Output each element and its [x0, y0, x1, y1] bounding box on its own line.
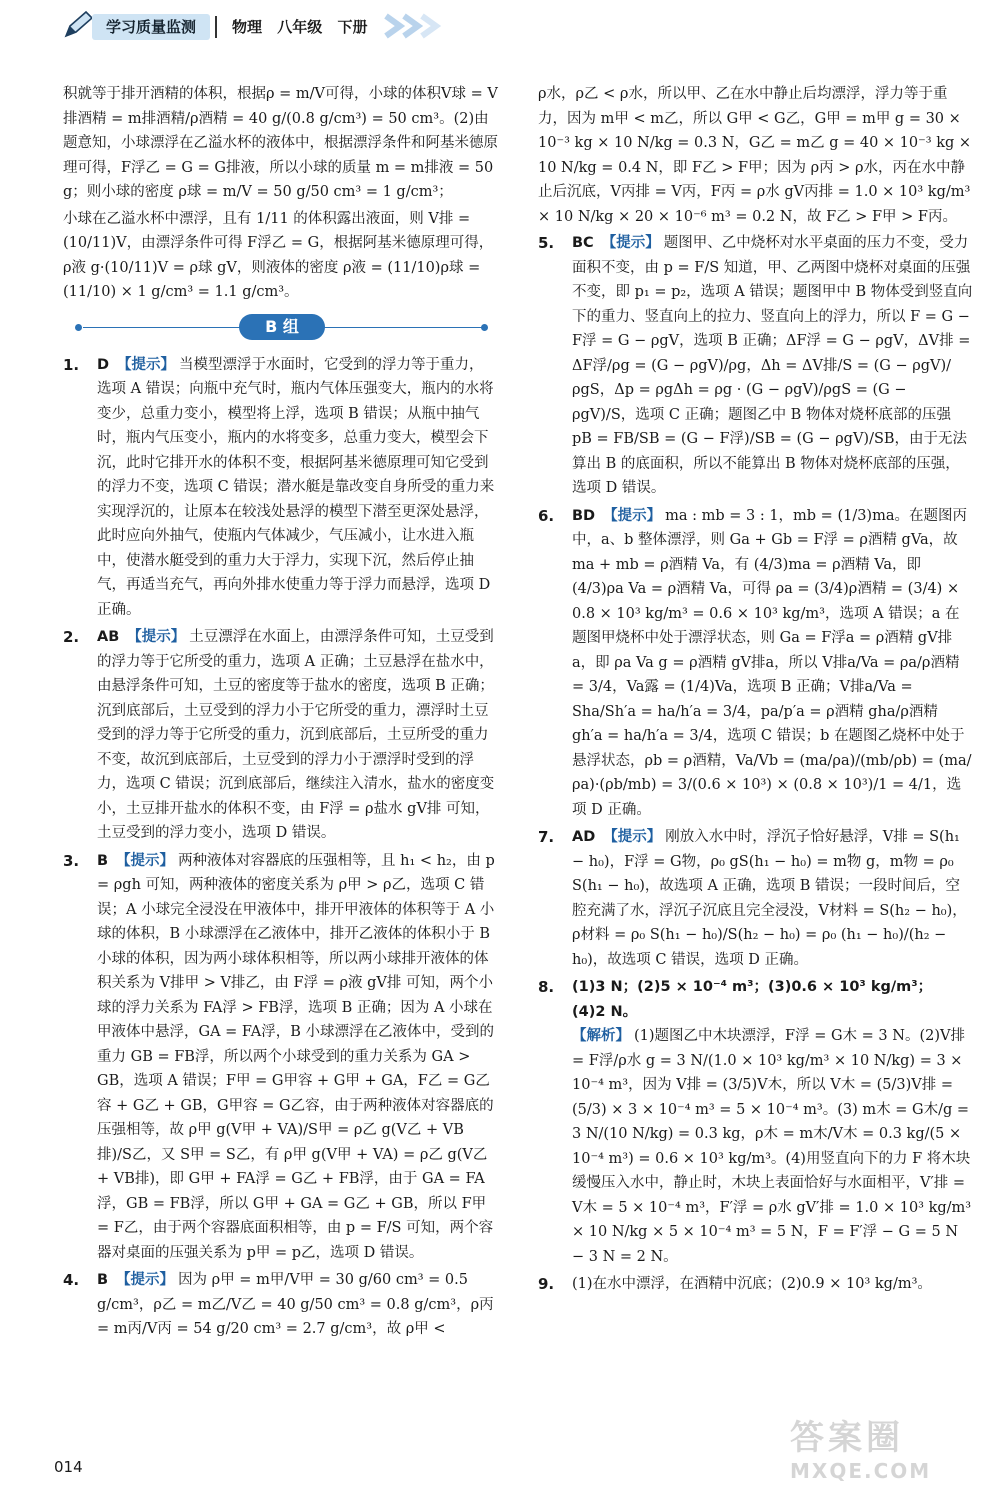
- item-number: 7.: [538, 828, 555, 846]
- item-number: 6.: [538, 506, 555, 525]
- watermark-url: MXQE.COM: [790, 1459, 932, 1483]
- continuation-paragraph: 积就等于排开酒精的体积，根据ρ = m/V可得，小球的体积V球 = V排酒精 = m排酒精/ρ酒精 = 40 g/(0.8 g/cm³) = 50 cm³。(2)由题意知，小球漂浮在乙溢水杯的液体中，根据漂浮条件和阿基米德原理可得，F浮乙 = G = G排液，所以小球的质量 m = m排液 = 50 g；则小球的密度 ρ球 = m/V = 50 g/50 cm³ = 1 g/cm³；: [63, 86, 498, 200]
- item-answer: AD: [572, 829, 596, 845]
- item-explanation: 当模型漂浮于水面时，它受到的浮力等于重力，选项 A 错误；向瓶中充气时，瓶内气体压强变大，瓶内的水将变少，总重力变小，模型将上浮，选项 B 错误；从瓶中抽气时，瓶内气压变小，瓶内的水将变多，总重力变大，模型会下沉，此时它排开水的体积不变，根据阿基米德原理可知它受到的浮力不变，选项 C 错误；潜水艇是靠改变自身所受的重力来实现浮沉的，让原本在较浅处悬浮的模型下潜至更深处悬浮，此时应向外抽气，使瓶内气体减少，气压减小，让水进入瓶中，使潜水艇受到的重力大于浮力，实现下沉，然后停止抽气，再适当充气，再向外排水使重力等于浮力而悬浮，选项 D 正确。: [97, 356, 495, 618]
- item-number: 9.: [538, 1275, 555, 1293]
- answer-item: [63, 625, 498, 846]
- item-explanation: 两种液体对容器底的压强相等，且 h₁ < h₂，由 p = ρgh 可知，两种液体的密度关系为 ρ甲 > ρ乙，选项 C 错误；A 小球完全浸没在甲液体中，排开甲液体的体积等于 A 小球的体积，B 小球漂浮在乙液体中，排开乙液体的体积小于 B 小球的体积，因为两小球体积相等，所以两小球排开液体的体积关系为 V排甲 > V排乙，由 F浮 = ρ液 gV排 可知，两个小球的浮力关系为 FA浮 > FB浮，选项 B 正确；因为 A 小球在甲液体中悬浮，GA = FA浮，B 小球漂浮在乙液体中，受到的重力 GB = FB浮，所以两个小球受到的重力关系为 GA > GB，选项 A 错误；F甲 = G甲容 + G甲 + GA，F乙 = G乙容 + G乙 + GB，G甲容 = G乙容，由于两种液体对容器底的压强相等，故 ρ甲 g(V甲 + VA)/S甲 = ρ乙 g(V乙 + VB排)/S乙，又 S甲 = S乙，有 ρ甲 g(V甲 + VA) = ρ乙 g(V乙 + VB排)，即 G甲 + FA浮 = G乙 + FB浮，由于 GA = FA浮，GB = FB浮，所以 G甲 + GA = G乙 + GB，所以 F甲 = F乙，由于两个容器底面积相等，由 p = F/S 可知，两个容器对桌面的压强关系为 p甲 = p乙，选项 D 错误。: [97, 852, 495, 1261]
- item-number: 8.: [538, 978, 555, 996]
- hint-tag: 【提示】: [603, 506, 662, 524]
- answer-item: [63, 1268, 498, 1342]
- item-explanation: 题图甲、乙中烧杯对水平桌面的压力不变，受力面积不变，由 p = F/S 知道，甲、乙两图中烧杯对桌面的压强不变，即 p₁ = p₂，选项 A 错误；题图甲中 B 物体受到竖直向下的重力、竖直向上的拉力、竖直向上的浮力，所以 F = G − F浮 = G − ρgV，选项 B 正确；ΔF浮 = G − ρgV，ΔV排 = ΔF浮/ρg = (G − ρgV)/ρg，Δh = ΔV排/S = (G − ρgV)/ρgS，Δp = ρgΔh = ρg · (G − ρgV)/ρgS = (G − ρgV)/S，选项 C 正确；题图乙中 B 物体对烧杯底部的压强 pB = FB/SB = (G − F浮)/SB = (G − ρgV)/SB，由于无法算出 B 的底面积，所以不能算出 B 物体对烧杯底部的压强，选项 D 错误。: [572, 235, 973, 496]
- item-answer: (1)3 N；(2)5 × 10⁻⁴ m³；(3)0.6 × 10³ kg/m³；(4)2 N。: [572, 979, 933, 1020]
- item-number: 5.: [538, 234, 555, 252]
- subject-line: [232, 14, 378, 40]
- answer-item: [63, 849, 498, 1266]
- answer-item: [538, 975, 973, 1269]
- hint-tag: 【提示】: [117, 355, 176, 373]
- answer-item: [538, 504, 973, 823]
- group-label: B 组: [239, 314, 325, 340]
- answer-item: [538, 825, 973, 972]
- item-answer: BC: [572, 235, 594, 251]
- item-explanation: 土豆漂浮在水面上，由漂浮条件可知，土豆受到的浮力等于它所受的重力，选项 A 正确；土豆悬浮在盐水中，由悬浮条件可知，土豆的密度等于盐水的密度，选项 B 正确；沉到底部后，土豆受到的浮力小于它所受的重力，漂浮时土豆受到的浮力等于它所受的重力，沉到底部后，土豆所受的重力不变，故沉到底部后，土豆受到的浮力小于漂浮时受到的浮力，选项 C 错误；沉到底部后，继续注入清水，盐水的密度变小，土豆排开盐水的体积不变，由 F浮 = ρ盐水 gV排 可知，土豆受到的浮力变小，选项 D 错误。: [97, 629, 495, 841]
- divider-dot: [75, 324, 82, 331]
- item-number: 4.: [63, 1271, 80, 1289]
- group-divider: [63, 313, 498, 343]
- item-answer: D: [97, 356, 110, 373]
- hint-tag: 【提示】: [127, 628, 186, 645]
- hint-tag: 【提示】: [116, 1271, 175, 1288]
- continuation-paragraph: 小球在乙溢水杯中漂浮，且有 1/11 的体积露出液面，则 V排 = (10/11)V，由漂浮条件可得 F浮乙 = G，根据阿基米德原理可得，ρ液 g·(10/11)V = ρ球 gV，则液体的密度 ρ液 = (11/10)ρ球 = (11/10) × 1 g/cm³ = 1.1 g/cm³。: [63, 210, 494, 300]
- left-column: [63, 82, 498, 1345]
- item-explanation: (1)在水中漂浮，在酒精中沉底；(2)0.9 × 10³ kg/m³。: [572, 1276, 932, 1292]
- pen-icon: [64, 10, 94, 38]
- watermark-logo: [790, 1410, 990, 1490]
- chevron-arrows-icon: [382, 12, 452, 40]
- analysis-tag: 【解析】: [572, 1027, 630, 1044]
- item-explanation: 因为 ρ甲 = m甲/V甲 = 30 g/60 cm³ = 0.5 g/cm³，ρ乙 = m乙/V乙 = 40 g/50 cm³ = 0.8 g/cm³，ρ丙 = m丙/V丙 = 54 g/20 cm³ = 2.7 g/cm³，故 ρ甲 <: [97, 1272, 494, 1337]
- page-header: [0, 0, 1000, 52]
- item-explanation: (1)题图乙中木块漂浮，F浮 = G木 = 3 N。(2)V排 = F浮/ρ水 g = 3 N/(1.0 × 10³ kg/m³ × 10 N/kg) = 3 × 10⁻⁴ m³，因为 V排 = (3/5)V木，所以 V木 = (5/3)V排 = (5/3) × 3 × 10⁻⁴ m³ = 5 × 10⁻⁴ m³。(3) m木 = G木/g = 3 N/(10 N/kg) = 0.3 kg，ρ木 = m木/V木 = 0.3 kg/(5 × 10⁻⁴ m³) = 0.6 × 10³ kg/m³。(4)用竖直向下的力 F 将木块缓慢压入水中，静止时，木块上表面恰好与水面相平，V′排 = V木 = 5 × 10⁻⁴ m³，F′浮 = ρ水 gV′排 = 1.0 × 10³ kg/m³ × 10 N/kg × 5 × 10⁻⁴ m³ = 5 N，F = F′浮 − G = 5 N − 3 N = 2 N。: [572, 1028, 972, 1265]
- grade: 八年级: [277, 18, 323, 36]
- watermark-text: 答案圈: [790, 1418, 904, 1458]
- item-number: 2.: [63, 628, 80, 646]
- hint-tag: 【提示】: [603, 828, 662, 845]
- answer-item: [538, 231, 973, 501]
- hint-tag: 【提示】: [601, 234, 660, 251]
- item-answer: BD: [572, 507, 596, 524]
- item-answer: B: [97, 1272, 109, 1288]
- right-column: [538, 82, 973, 1300]
- item-answer: AB: [97, 629, 120, 645]
- header-divider: [215, 16, 217, 38]
- item-answer: B: [97, 852, 109, 869]
- answer-item: [63, 353, 498, 623]
- page-number: 014: [54, 1458, 83, 1476]
- item-number: 3.: [63, 851, 80, 870]
- item-number: 1.: [63, 355, 80, 374]
- divider-dot: [481, 324, 488, 331]
- answer-item: [538, 1272, 973, 1297]
- series-title: 学习质量监测: [92, 14, 210, 40]
- continuation-paragraph: ρ水，ρ乙 < ρ水，所以甲、乙在水中静止后均漂浮，浮力等于重力，因为 m甲 < m乙，所以 G甲 < G乙，G甲 = m甲 g = 30 × 10⁻³ kg × 10 N/kg = 0.3 N，G乙 = m乙 g = 40 × 10⁻³ kg × 10 N/kg = 0.4 N，即 F乙 > F甲；因为 ρ丙 > ρ水，丙在水中静止后沉底，V丙排 = V丙，F丙 = ρ水 gV丙排 = 1.0 × 10³ kg/m³ × 10 N/kg × 20 × 10⁻⁶ m³ = 0.2 N，故 F乙 > F甲 > F丙。: [538, 86, 972, 225]
- hint-tag: 【提示】: [116, 851, 175, 869]
- item-explanation: ma : mb = 3 : 1，mb = (1/3)ma。在题图丙中，a、b 整体漂浮，则 Ga + Gb = F浮 = ρ酒精 gVa，故 ma + mb = ρ酒精 Va，有 (4/3)ma = ρ酒精 Va，即 (4/3)ρa Va = ρ酒精 Va，可得 ρa = (3/4)ρ酒精 = (3/4) × 0.8 × 10³ kg/m³ = 0.6 × 10³ kg/m³，选项 A 错误；a 在题图甲烧杯中处于漂浮状态，则 Ga = F浮a = ρ酒精 gV排a，即 ρa Va g = ρ酒精 gV排a，所以 V排a/Va = ρa/ρ酒精 = 3/4，Va露 = (1/4)Va，选项 B 正确；V排a/Va = Sha/Sh′a = ha/h′a = 3/4，pa/p′a = ρ酒精 gha/ρ酒精 gh′a = ha/h′a = 3/4，选项 C 错误；b 在题图乙烧杯中处于悬浮状态，ρb = ρ酒精，Va/Vb = (ma/ρa)/(mb/ρb) = (ma/ρa)·(ρb/mb) = 3/(0.6 × 10³) × (0.8 × 10³)/1 = 4/1，选项 D 正确。: [572, 507, 972, 818]
- subject: 物理: [232, 18, 263, 36]
- item-explanation: 刚放入水中时，浮沉子恰好悬浮，V排 = S(h₁ − h₀)，F浮 = G物，ρ₀ gS(h₁ − h₀) = m物 g，m物 = ρ₀ S(h₁ − h₀)，故选项 A 正确，选项 B 错误；一段时间后，空腔充满了水，浮沉子沉底且完全浸没，V材料 = S(h₂ − h₀)，ρ材料 = ρ₀ S(h₁ − h₀)/S(h₂ − h₀) = ρ₀ (h₁ − h₀)/(h₂ − h₀)，故选项 C 错误，选项 D 正确。: [572, 829, 967, 968]
- volume: 下册: [337, 18, 368, 36]
